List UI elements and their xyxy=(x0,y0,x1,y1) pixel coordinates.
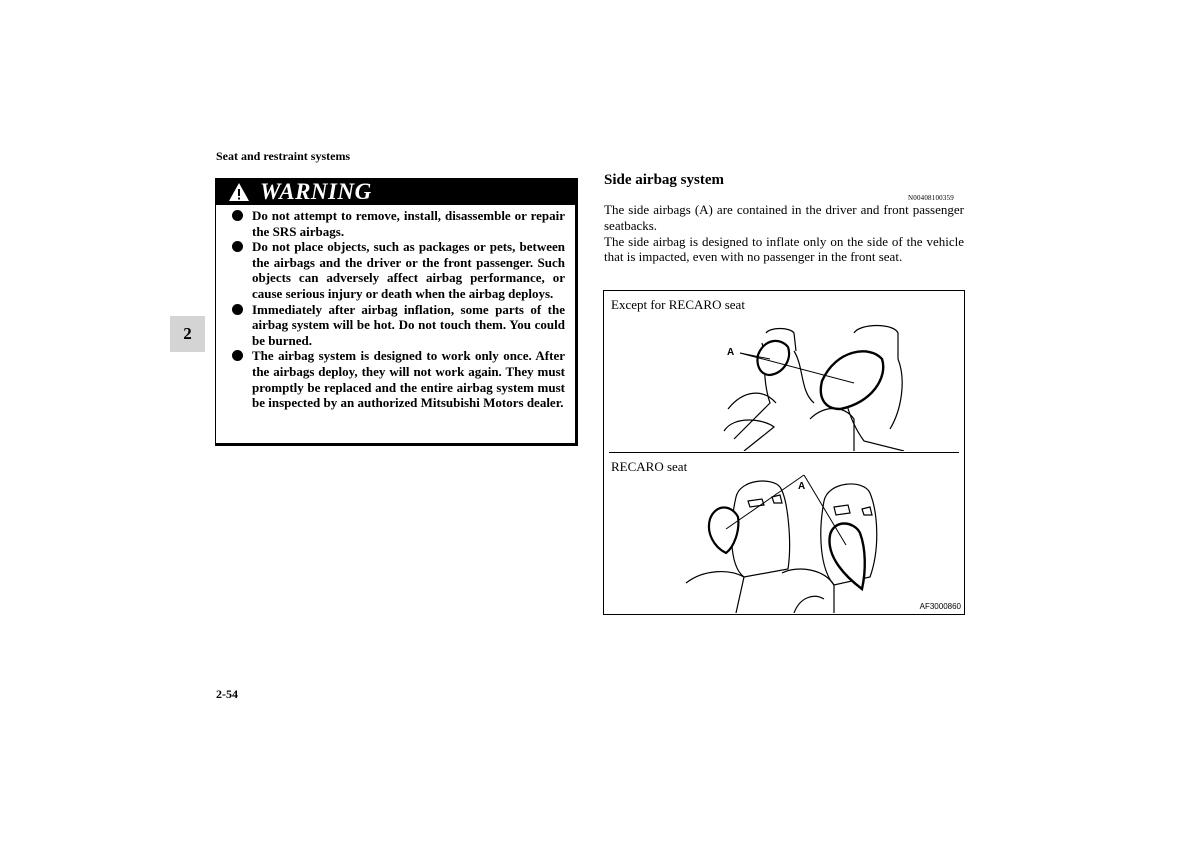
warning-item-text: Do not place objects, such as packages or pets, between the airbags and the driver or the front passenger. Such objects can adversely affect airbag performance, or cause serious injury or death when the airbag deploys. xyxy=(252,239,565,301)
bullet-icon xyxy=(232,304,243,315)
warning-header xyxy=(216,179,575,205)
airbag-icon xyxy=(709,508,738,554)
warning-item-text: Do not attempt to remove, install, disassemble or repair the SRS airbags. xyxy=(252,208,565,239)
warning-item xyxy=(228,208,565,239)
warning-box xyxy=(215,178,578,446)
bullet-icon xyxy=(232,210,243,221)
figure-divider xyxy=(609,452,959,453)
recaro-seats-illustration xyxy=(684,473,904,613)
callout-label-bottom: A xyxy=(798,481,806,492)
warning-item xyxy=(228,348,565,410)
section-header: Seat and restraint systems xyxy=(216,149,351,163)
section-body xyxy=(604,202,964,265)
airbag-icon xyxy=(829,524,864,590)
body-paragraph: The side airbag is designed to inflate only on the side of the vehicle that is impacted, even with no passenger in the front seat. xyxy=(604,233,964,265)
callout-label-top: A xyxy=(727,347,735,358)
section-code: N00408100359 xyxy=(908,194,954,202)
airbag-icon xyxy=(821,351,883,409)
section-title: Side airbag system xyxy=(604,172,724,188)
warning-title: WARNING xyxy=(260,179,372,204)
warning-item-text: Immediately after airbag inflation, some parts of the airbag system will be hot. Do not touch them. You could be burned. xyxy=(252,301,565,348)
bullet-icon xyxy=(232,241,243,252)
chapter-tab: 2 xyxy=(170,316,205,352)
airbag-figure xyxy=(603,290,965,615)
panel-label-recaro: RECARO seat xyxy=(611,459,688,474)
panel-label-standard: Except for RECARO seat xyxy=(611,297,745,312)
page-number: 2-54 xyxy=(216,687,238,701)
standard-seats-illustration xyxy=(704,319,944,451)
warning-item xyxy=(228,302,565,349)
body-paragraph: The side airbags (A) are contained in the driver and front passenger seatbacks. xyxy=(604,202,964,233)
bullet-icon xyxy=(232,350,243,361)
figure-code: AF3000860 xyxy=(919,602,961,611)
warning-item xyxy=(228,239,565,301)
warning-item-text: The airbag system is designed to work only once. After the airbags deploy, they will not work again. They must promptly be replaced and the entire airbag system must be inspected by an authorized Mitsubishi Motors dealer. xyxy=(252,348,565,411)
warning-list xyxy=(216,205,575,411)
warning-icon xyxy=(228,182,250,202)
